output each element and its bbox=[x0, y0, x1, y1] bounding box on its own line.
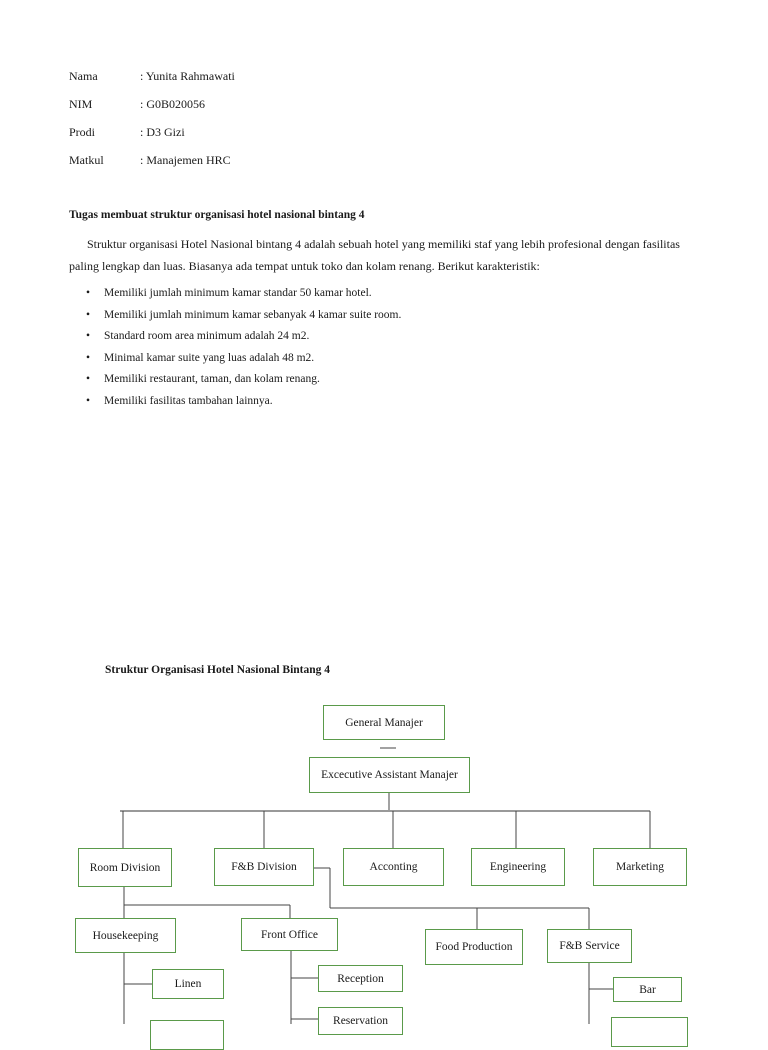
info-label-nama: Nama bbox=[69, 69, 98, 83]
room-division-box: Room Division bbox=[78, 848, 172, 887]
housekeeping-unit-box-partial bbox=[150, 1020, 224, 1050]
task-heading: Tugas membuat struktur organisasi hotel nasional bintang 4 bbox=[69, 209, 365, 221]
info-value-nim: : G0B020056 bbox=[140, 97, 206, 111]
list-item: • Memiliki jumlah minimum kamar standar 50 kamar hotel. bbox=[86, 283, 401, 305]
front-office-box: Front Office bbox=[241, 918, 338, 951]
info-label-matkul: Matkul bbox=[69, 153, 104, 167]
list-item: • Memiliki restaurant, taman, dan kolam renang. bbox=[86, 369, 401, 391]
info-label-nim: NIM bbox=[69, 97, 93, 111]
reservation-box: Reservation bbox=[318, 1007, 403, 1035]
list-item: • Memiliki fasilitas tambahan lainnya. bbox=[86, 391, 401, 413]
fb-service-box: F&B Service bbox=[547, 929, 632, 963]
general-manager-box: General Manajer bbox=[323, 705, 445, 740]
list-item: • Minimal kamar suite yang luas adalah 48 m2. bbox=[86, 348, 401, 370]
food-production-box: Food Production bbox=[425, 929, 523, 965]
fb-service-unit-box-partial bbox=[611, 1017, 688, 1047]
intro-paragraph: Struktur organisasi Hotel Nasional bintang 4 adalah sebuah hotel yang memiliki staf yang lebih profesional dengan fasilitas paling lengkap dan luas. Biasanya ada tempat untuk toko dan kolam renang. Berikut karakteristik: bbox=[69, 237, 680, 273]
info-value-nama: : Yunita Rahmawati bbox=[140, 69, 235, 83]
engineering-box: Engineering bbox=[471, 848, 565, 886]
executive-assistant-box: Excecutive Assistant Manajer bbox=[309, 757, 470, 793]
reception-box: Reception bbox=[318, 965, 403, 992]
linen-box: Linen bbox=[152, 969, 224, 999]
bar-box: Bar bbox=[613, 977, 682, 1002]
housekeeping-box: Housekeeping bbox=[75, 918, 176, 953]
accounting-box: Acconting bbox=[343, 848, 444, 886]
fb-division-box: F&B Division bbox=[214, 848, 314, 886]
info-label-prodi: Prodi bbox=[69, 125, 96, 139]
list-item: • Memiliki jumlah minimum kamar sebanyak 4 kamar suite room. bbox=[86, 305, 401, 327]
chart-heading: Struktur Organisasi Hotel Nasional Bintang 4 bbox=[105, 664, 331, 676]
info-value-matkul: : Manajemen HRC bbox=[140, 153, 231, 167]
info-value-prodi: : D3 Gizi bbox=[140, 125, 185, 139]
marketing-box: Marketing bbox=[593, 848, 687, 886]
list-item: • Standard room area minimum adalah 24 m2. bbox=[86, 326, 401, 348]
